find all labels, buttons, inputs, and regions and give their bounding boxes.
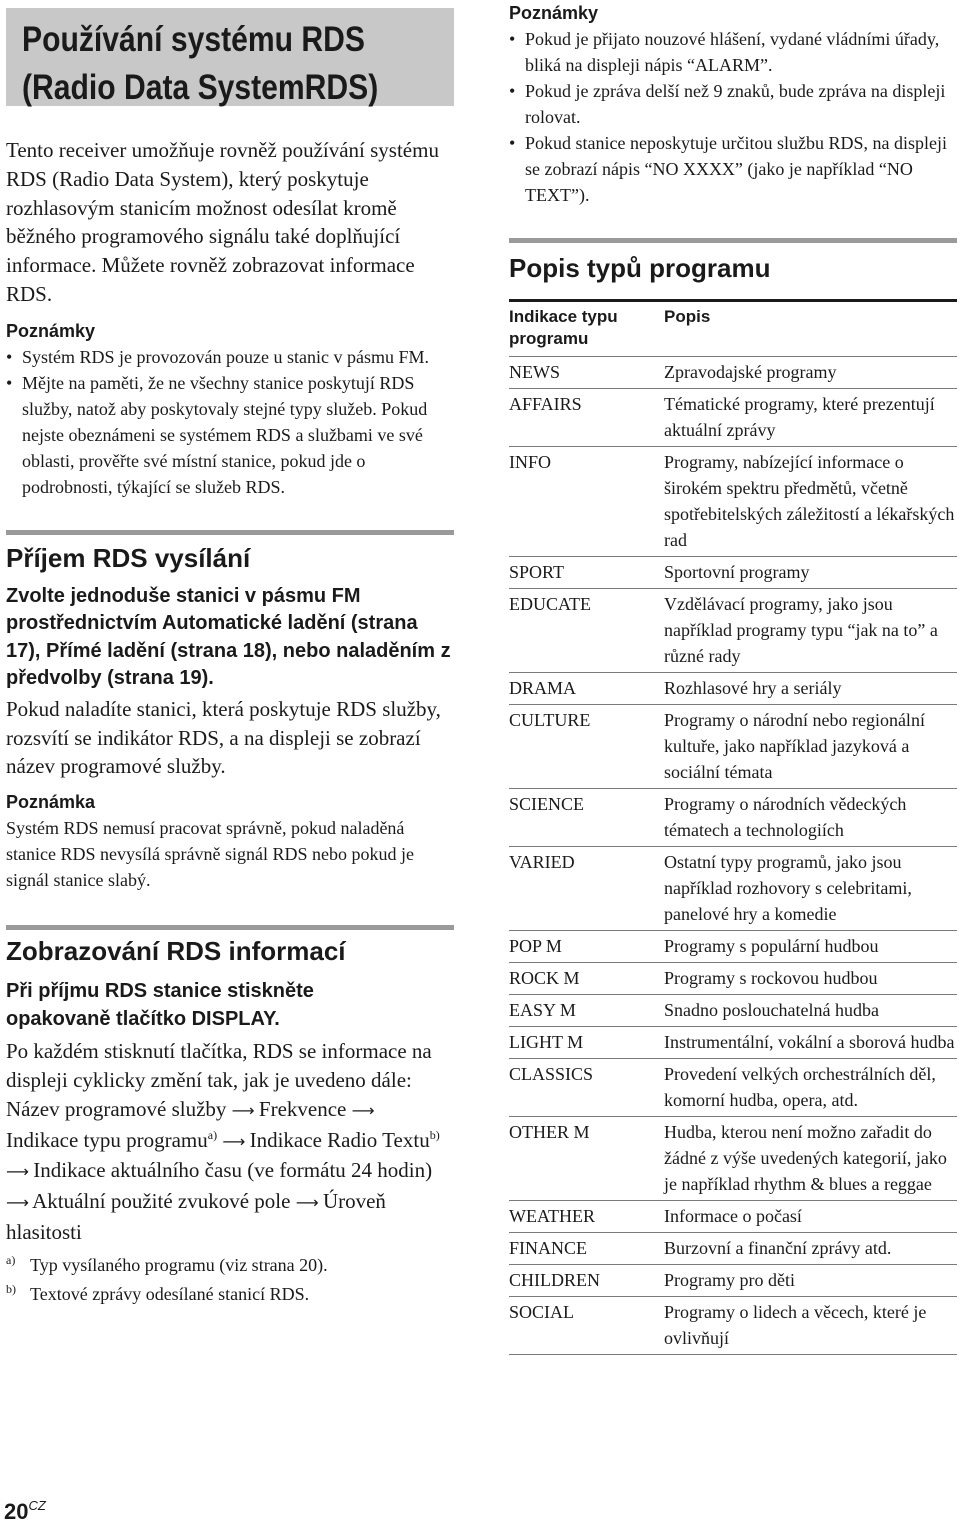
program-type-code: DRAMA xyxy=(509,673,664,705)
chapter-title xyxy=(22,16,378,112)
program-type-description: Snadno poslouchatelná hudba xyxy=(664,995,957,1027)
note-item: • Systém RDS je provozován pouze u stanic v pásmu FM. xyxy=(6,344,454,370)
table-row xyxy=(509,673,957,705)
column-header-type: Indikace typu programu xyxy=(509,302,664,357)
table-row xyxy=(509,1233,957,1265)
footnote-ref-a: a) xyxy=(207,1127,218,1142)
notes-heading: Poznámky xyxy=(6,320,96,341)
display-instruction: Při příjmu RDS stanice stiskněte opakovaně tlačítko DISPLAY. xyxy=(6,980,314,1030)
note-item: • Pokud je přijato nouzové hlášení, vydané vládními úřady, bliká na displeji nápis “ALARM”. xyxy=(509,26,957,78)
program-type-description: Programy o národní nebo regionální kultuře, jako například jazyková a sociální témata xyxy=(664,705,957,789)
chapter-title-line2: (Radio Data SystemRDS) xyxy=(22,68,379,107)
chapter-title-line1: Používání systému RDS xyxy=(22,20,365,59)
table-row xyxy=(509,931,957,963)
table-row xyxy=(509,589,957,673)
footnote-a: a) Typ vysílaného programu (viz strana 20). xyxy=(6,1252,328,1275)
receive-instruction: Zvolte jednoduše stanici v pásmu FM prostřednictvím Automatické ladění (strana 17), Přímé ladění (strana 18), nebo naladěním z předvolby (strana 19). xyxy=(6,584,451,690)
program-type-description: Hudba, kterou není možno zařadit do žádné z výše uvedených kategorií, jako je například rhythm & blues a reggae xyxy=(664,1117,957,1201)
program-type-code: CLASSICS xyxy=(509,1059,664,1117)
program-type-code: CHILDREN xyxy=(509,1265,664,1297)
table-row xyxy=(509,1297,957,1355)
table-row xyxy=(509,1201,957,1233)
table-row xyxy=(509,705,957,789)
section-rule xyxy=(509,238,957,243)
program-type-code: SOCIAL xyxy=(509,1297,664,1355)
seq-frequency: Frekvence xyxy=(258,1096,347,1121)
footnote-a-text: Typ vysílaného programu (viz strana 20). xyxy=(30,1254,328,1275)
arrow-right-icon: ⟶ xyxy=(6,1162,29,1182)
program-type-code: EASY M xyxy=(509,995,664,1027)
program-type-description: Informace o počasí xyxy=(664,1201,957,1233)
page-language: CZ xyxy=(28,1498,46,1513)
section-title-types: Popis typů programu xyxy=(509,253,771,283)
note-item: • Pokud stanice neposkytuje určitou službu RDS, na displeji se zobrazí nápis “NO XXXX” (jako je například “NO TEXT”). xyxy=(509,130,957,208)
program-type-code: CULTURE xyxy=(509,705,664,789)
program-types-table xyxy=(509,302,957,1355)
program-type-description: Programy o lidech a věcech, které je ovlivňují xyxy=(664,1297,957,1355)
seq-program-type: Indikace typu programu xyxy=(6,1127,208,1152)
table-row xyxy=(509,389,957,447)
program-type-description: Programy o národních vědeckých tématech a technologiích xyxy=(664,789,957,847)
program-type-code: FINANCE xyxy=(509,1233,664,1265)
column-header-description: Popis xyxy=(664,302,957,357)
right-notes-list xyxy=(509,26,957,208)
section-rule xyxy=(6,530,454,535)
program-type-code: POP M xyxy=(509,931,664,963)
section-title-receive: Příjem RDS vysílání xyxy=(6,542,251,573)
footnote-b: b) Textové zprávy odesílané stanicí RDS. xyxy=(6,1281,310,1304)
program-type-description: Programy, nabízející informace o širokém spektru předmětů, včetně spotřebitelských záležitostí a lékařských rad xyxy=(664,447,957,557)
program-type-description: Rozhlasové hry a seriály xyxy=(664,673,957,705)
seq-volume: Úroveň hlasitosti xyxy=(6,1189,386,1244)
left-column xyxy=(6,8,454,1309)
arrow-right-icon: ⟶ xyxy=(295,1193,319,1213)
table-row xyxy=(509,1027,957,1059)
program-type-description: Programy s populární hudbou xyxy=(664,931,957,963)
right-column xyxy=(509,0,957,1355)
intro-paragraph: Tento receiver umožňuje rovněž používání systému RDS (Radio Data System), který poskytuje rozhlasovým stanicím možnost odesílat kromě běžného programového signálu také doplňující informace. Můžete rovněž zobrazovat informace RDS. xyxy=(6,138,439,306)
program-type-code: EDUCATE xyxy=(509,589,664,673)
table-row xyxy=(509,789,957,847)
display-sequence xyxy=(6,1095,454,1247)
arrow-right-icon: ⟶ xyxy=(231,1100,255,1120)
table-row xyxy=(509,963,957,995)
program-type-description: Instrumentální, vokální a sborová hudba xyxy=(664,1027,957,1059)
program-type-description: Burzovní a finanční zprávy atd. xyxy=(664,1233,957,1265)
footnote-b-text: Textové zprávy odesílané stanicí RDS. xyxy=(30,1283,310,1304)
program-type-code: AFFAIRS xyxy=(509,389,664,447)
program-type-code: OTHER M xyxy=(509,1117,664,1201)
page-number-value: 20 xyxy=(4,1499,29,1524)
receive-body: Pokud naladíte stanici, která poskytuje RDS služby, rozsvítí se indikátor RDS, a na displeji se zobrazí název programové služby. xyxy=(6,696,441,779)
footnote-ref-b: b) xyxy=(429,1127,440,1142)
note-item: • Pokud je zpráva delší než 9 znaků, bude zpráva na displeji rolovat. xyxy=(509,78,957,130)
seq-sound-field: Aktuální použité zvukové pole xyxy=(32,1189,291,1214)
program-type-code: ROCK M xyxy=(509,963,664,995)
section-title-display: Zobrazování RDS informací xyxy=(6,936,346,967)
table-row xyxy=(509,847,957,931)
table-row xyxy=(509,1117,957,1201)
program-type-code: VARIED xyxy=(509,847,664,931)
chapter-title-box xyxy=(6,8,454,106)
program-type-code: SCIENCE xyxy=(509,789,664,847)
seq-program-service: Název programové služby xyxy=(6,1096,227,1121)
program-type-code: INFO xyxy=(509,447,664,557)
note-item: • Mějte na paměti, že ne všechny stanice poskytují RDS služby, natož aby poskytovaly stejné typy služeb. Pokud nejste obeznámeni se systémem RDS a službami ve své oblasti, prověřte své místní stanice, pokud jde o podrobnosti, týkající se služeb RDS. xyxy=(6,370,454,500)
program-type-description: Ostatní typy programů, jako jsou například rozhovory s celebritami, panelové hry a komedie xyxy=(664,847,957,931)
arrow-right-icon: ⟶ xyxy=(222,1131,246,1151)
page-number xyxy=(4,1493,46,1525)
section-rule xyxy=(6,925,454,930)
program-type-code: SPORT xyxy=(509,557,664,589)
notes-list xyxy=(6,344,454,500)
right-notes-heading: Poznámky xyxy=(509,3,599,23)
table-row xyxy=(509,557,957,589)
arrow-right-icon: ⟶ xyxy=(351,1100,375,1120)
receive-note: Systém RDS nemusí pracovat správně, pokud naladěná stanice RDS nevysílá správně signál RDS nebo pokud je signál stanice slabý. xyxy=(6,818,414,891)
table-body xyxy=(509,357,957,1355)
program-type-description: Provedení velkých orchestrálních děl, komorní hudba, opera, atd. xyxy=(664,1059,957,1117)
arrow-right-icon: ⟶ xyxy=(6,1193,29,1213)
table-row xyxy=(509,1265,957,1297)
seq-current-time: Indikace aktuálního času (ve formátu 24 hodin) xyxy=(33,1158,433,1183)
program-type-description: Zpravodajské programy xyxy=(664,357,957,389)
program-type-code: NEWS xyxy=(509,357,664,389)
table-row xyxy=(509,447,957,557)
program-type-code: WEATHER xyxy=(509,1201,664,1233)
receive-note-heading: Poznámka xyxy=(6,792,96,813)
table-row xyxy=(509,1059,957,1117)
program-type-description: Programy s rockovou hudbou xyxy=(664,963,957,995)
program-type-code: LIGHT M xyxy=(509,1027,664,1059)
seq-radio-text: Indikace Radio Textu xyxy=(249,1127,430,1152)
table-row xyxy=(509,995,957,1027)
table-header-row xyxy=(509,302,957,357)
table-row xyxy=(509,357,957,389)
display-body: Po každém stisknutí tlačítka, RDS se informace na displeji cyklicky změní tak, jak je uvedeno dále: xyxy=(6,1039,432,1092)
program-type-description: Sportovní programy xyxy=(664,557,957,589)
program-type-description: Programy pro děti xyxy=(664,1265,957,1297)
program-type-description: Tématické programy, které prezentují aktuální zprávy xyxy=(664,389,957,447)
program-type-description: Vzdělávací programy, jako jsou například programy typu “jak na to” a různé rady xyxy=(664,589,957,673)
